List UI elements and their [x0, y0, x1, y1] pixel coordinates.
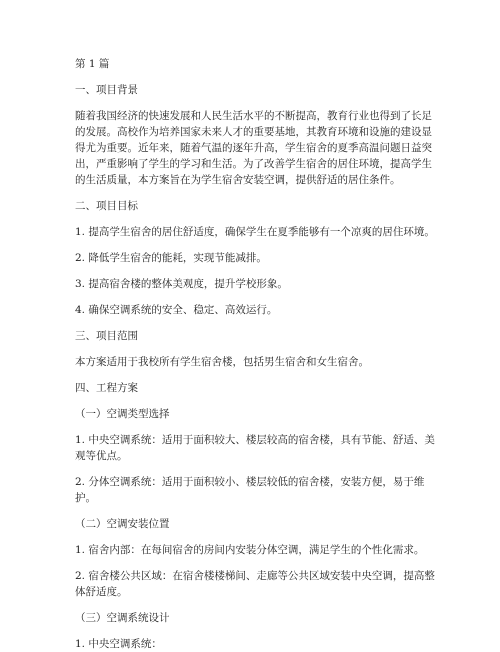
- section-3-paragraph: 本方案适用于我校所有学生宿舍楼，包括男生宿舍和女生宿舍。: [75, 356, 369, 368]
- chapter-heading: 第 1 篇: [75, 58, 110, 70]
- subsection-1-title: （一）空调类型选择: [75, 408, 170, 420]
- goal-item-1: 1. 提高学生宿舍的居住舒适度，确保学生在夏季能够有一个凉爽的居住环境。: [75, 226, 435, 238]
- goal-item-3: 3. 提高宿舍楼的整体美观度，提升学校形象。: [75, 278, 288, 290]
- section-4-title: 四、工程方案: [75, 382, 138, 394]
- goal-item-2: 2. 降低学生宿舍的能耗，实现节能减排。: [75, 252, 267, 264]
- document-page: [75, 56, 435, 652]
- section-1-paragraph: 随着我国经济的快速发展和人民生活水平的不断提高，教育行业也得到了长足的发展。高校作为培养国家未来人才的重要基地，其教育环境和设施的建设显得尤为重要。近年来，随着气温的逐年升高，学生宿舍的夏季高温问题日益突出，严重影响了学生的学习和生活。为了改善学生宿舍的居住环境，提高学生的生活质量，本方案旨在为学生宿舍安装空调，提供舒适的居住条件。: [75, 110, 432, 186]
- subsection-2-title: （二）空调安装位置: [75, 518, 170, 530]
- install-location-item-2: 2. 宿舍楼公共区域：在宿舍楼楼梯间、走廊等公共区域安装中央空调，提高整体舒适度。: [75, 570, 435, 598]
- section-3-title: 三、项目范围: [75, 330, 138, 342]
- ac-type-item-2: 2. 分体空调系统：适用于面积较小、楼层较低的宿舍楼，安装方便，易于维护。: [75, 476, 425, 504]
- section-2-title: 二、项目目标: [75, 200, 138, 212]
- section-1-title: 一、项目背景: [75, 84, 138, 96]
- system-design-item-1: 1. 中央空调系统：: [75, 638, 162, 650]
- ac-type-item-1: 1. 中央空调系统：适用于面积较大、楼层较高的宿舍楼，具有节能、舒适、美观等优点。: [75, 434, 435, 462]
- goal-item-4: 4. 确保空调系统的安全、稳定、高效运行。: [75, 304, 278, 316]
- install-location-item-1: 1. 宿舍内部：在每间宿舍的房间内安装分体空调，满足学生的个性化需求。: [75, 544, 425, 556]
- subsection-3-title: （三）空调系统设计: [75, 612, 170, 624]
